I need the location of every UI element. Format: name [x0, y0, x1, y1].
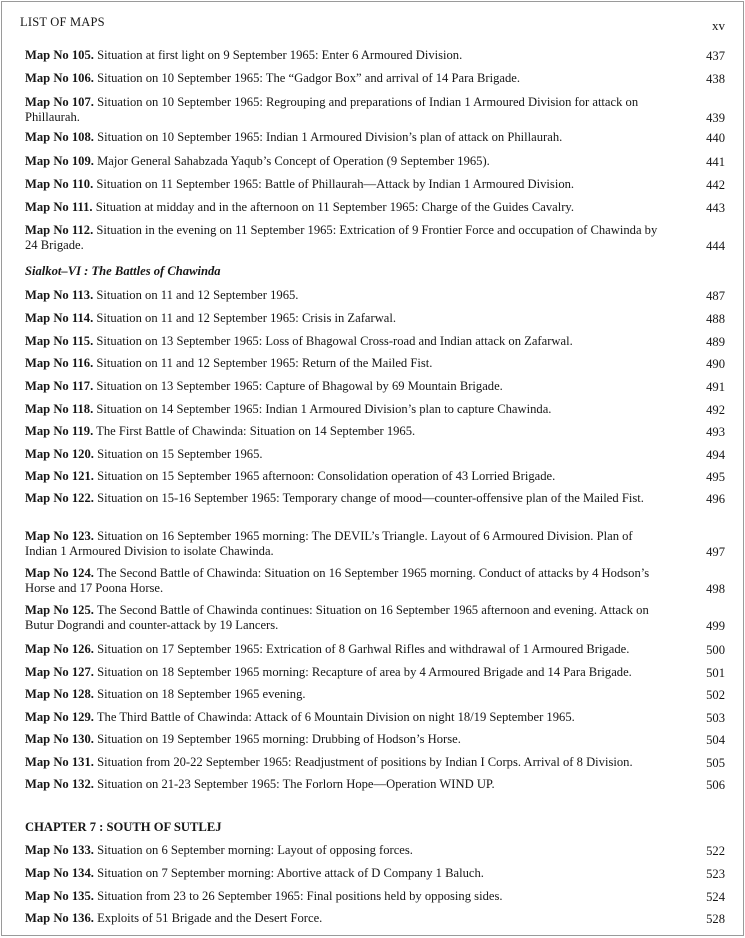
map-description: Situation in the evening on 11 September 1965: Extrication of 9 Frontier Force and occupation of Chawinda by 24 Brigade.: [25, 223, 658, 252]
map-entry-130: [25, 732, 725, 747]
map-label: Map No 111.: [25, 200, 93, 214]
map-description: Situation on 13 September 1965: Loss of Bhagowal Cross-road and Indian attack on Zafarwal.: [96, 334, 573, 348]
map-label: Map No 116.: [25, 356, 94, 370]
page-number: 506: [706, 778, 725, 792]
map-description: Situation on 15 September 1965.: [97, 447, 263, 461]
map-label: Map No 135.: [25, 889, 94, 903]
map-entry-112: [25, 223, 725, 252]
map-entry-106: [25, 71, 725, 86]
map-label: Map No 122.: [25, 491, 94, 505]
map-label: Map No 117.: [25, 379, 94, 393]
map-label: Map No 119.: [25, 424, 94, 438]
page-number: 500: [706, 643, 725, 657]
map-description: The First Battle of Chawinda: Situation on 14 September 1965.: [96, 424, 416, 438]
map-entry-113: [25, 288, 725, 303]
page-number: 522: [706, 844, 725, 858]
page-number: 498: [706, 581, 725, 596]
page-number: 494: [706, 448, 725, 462]
map-label: Map No 110.: [25, 177, 94, 191]
map-label: Map No 133.: [25, 843, 94, 857]
map-entry-129: [25, 710, 725, 725]
section-heading-sialkot: Sialkot–VI : The Battles of Chawinda: [25, 264, 221, 278]
map-entry-136: [25, 911, 725, 926]
map-label: Map No 131.: [25, 755, 94, 769]
page-number: 505: [706, 756, 725, 770]
map-description: Situation on 10 September 1965: Indian 1 Armoured Division’s plan of attack on Phillaurah.: [97, 130, 563, 144]
map-entry-118: [25, 402, 725, 417]
map-entry-107: [25, 95, 725, 124]
map-entry-127: [25, 665, 725, 680]
page-number: 528: [706, 912, 725, 926]
map-description: Situation on 11 and 12 September 1965: Crisis in Zafarwal.: [96, 311, 397, 325]
page-number: 502: [706, 688, 725, 702]
document-page: [1, 1, 744, 936]
map-label: Map No 134.: [25, 866, 94, 880]
page-number: 487: [706, 289, 725, 303]
map-entry-117: [25, 379, 725, 394]
page-number: 504: [706, 733, 725, 747]
page-number: 493: [706, 425, 725, 439]
map-entry-122: [25, 491, 725, 506]
map-entry-105: [25, 48, 725, 63]
roman-page-number: xv: [712, 18, 725, 33]
page-number: 495: [706, 470, 725, 484]
map-label: Map No 136.: [25, 911, 94, 925]
map-label: Map No 126.: [25, 642, 94, 656]
running-title: LIST OF MAPS: [20, 15, 105, 29]
map-description: Situation from 20-22 September 1965: Readjustment of positions by Indian I Corps. Arrival of 8 Division.: [97, 755, 633, 769]
map-description: Major General Sahabzada Yaqub’s Concept of Operation (9 September 1965).: [97, 154, 490, 168]
map-entry-119: [25, 424, 725, 439]
map-label: Map No 121.: [25, 469, 94, 483]
map-entry-120: [25, 447, 725, 462]
page-number: 437: [706, 49, 725, 63]
map-label: Map No 130.: [25, 732, 94, 746]
map-entry-108: [25, 130, 725, 145]
page-number: 442: [706, 178, 725, 192]
map-entry-126: [25, 642, 725, 657]
map-label: Map No 114.: [25, 311, 94, 325]
map-label: Map No 118.: [25, 402, 94, 416]
section-heading-chapter-7: CHAPTER 7 : SOUTH OF SUTLEJ: [25, 820, 222, 834]
map-label: Map No 113.: [25, 288, 94, 302]
map-description: Exploits of 51 Brigade and the Desert Force.: [97, 911, 323, 925]
page-number: 523: [706, 867, 725, 881]
map-description: Situation on 11 September 1965: Battle of Phillaurah—Attack by Indian 1 Armoured Division.: [96, 177, 575, 191]
map-description: The Second Battle of Chawinda continues: Situation on 16 September 1965 afternoon and evening. Attack on Butur Dograndi and counter-attack by 19 Lancers.: [25, 603, 649, 632]
map-description: Situation on 10 September 1965: The “Gadgor Box” and arrival of 14 Para Brigade.: [97, 71, 521, 85]
page-number: 488: [706, 312, 725, 326]
map-entry-133: [25, 843, 725, 858]
map-entry-115: [25, 334, 725, 349]
page-number: 496: [706, 492, 725, 506]
map-label: Map No 107.: [25, 95, 94, 109]
page-number: 441: [706, 155, 725, 169]
map-label: Map No 127.: [25, 665, 94, 679]
page-number: 492: [706, 403, 725, 417]
page-number: 491: [706, 380, 725, 394]
map-label: Map No 129.: [25, 710, 94, 724]
map-entry-123: [25, 529, 725, 558]
map-description: Situation from 23 to 26 September 1965: Final positions held by opposing sides.: [97, 889, 503, 903]
map-description: Situation on 19 September 1965 morning: Drubbing of Hodson’s Horse.: [97, 732, 461, 746]
map-description: Situation on 15-16 September 1965: Temporary change of mood—counter-offensive plan of the Mailed Fist.: [97, 491, 644, 505]
map-description: Situation at first light on 9 September 1965: Enter 6 Armoured Division.: [97, 48, 463, 62]
map-label: Map No 106.: [25, 71, 94, 85]
map-description: Situation on 13 September 1965: Capture of Bhagowal by 69 Mountain Brigade.: [96, 379, 503, 393]
page-number: 490: [706, 357, 725, 371]
map-entry-125: [25, 603, 725, 632]
map-entry-114: [25, 311, 725, 326]
map-entry-116: [25, 356, 725, 371]
page-number: 443: [706, 201, 725, 215]
map-label: Map No 108.: [25, 130, 94, 144]
map-label: Map No 112.: [25, 223, 94, 237]
page-number: 440: [706, 131, 725, 145]
map-description: Situation on 11 and 12 September 1965.: [96, 288, 299, 302]
page-number: 501: [706, 666, 725, 680]
map-entry-132: [25, 777, 725, 792]
page-number: 438: [706, 72, 725, 86]
map-label: Map No 105.: [25, 48, 94, 62]
map-description: Situation on 16 September 1965 morning: The DEVIL’s Triangle. Layout of 6 Armoured Division. Plan of Indian 1 Armoured Division to isolate Chawinda.: [25, 529, 633, 558]
page-number: 499: [706, 618, 725, 633]
map-label: Map No 132.: [25, 777, 94, 791]
map-description: Situation at midday and in the afternoon on 11 September 1965: Charge of the Guides Cavalry.: [95, 200, 575, 214]
map-description: The Third Battle of Chawinda: Attack of 6 Mountain Division on night 18/19 September 1965.: [96, 710, 575, 724]
map-entry-131: [25, 755, 725, 770]
map-entry-121: [25, 469, 725, 484]
page-header: [20, 15, 725, 35]
map-entry-134: [25, 866, 725, 881]
page-number: 503: [706, 711, 725, 725]
page-number: 524: [706, 890, 725, 904]
map-label: Map No 123.: [25, 529, 94, 543]
map-entry-128: [25, 687, 725, 702]
map-entry-135: [25, 889, 725, 904]
page-number: 489: [706, 335, 725, 349]
map-description: The Second Battle of Chawinda: Situation on 16 September 1965 morning. Conduct of attacks by 4 Hodson’s Horse and 17 Poona Horse.: [25, 566, 650, 595]
page-number: 497: [706, 544, 725, 559]
map-description: Situation on 11 and 12 September 1965: Return of the Mailed Fist.: [96, 356, 433, 370]
map-description: Situation on 15 September 1965 afternoon: Consolidation operation of 43 Lorried Brigade.: [97, 469, 556, 483]
map-entry-124: [25, 566, 725, 595]
map-label: Map No 125.: [25, 603, 94, 617]
map-label: Map No 109.: [25, 154, 94, 168]
map-description: Situation on 6 September morning: Layout of opposing forces.: [97, 843, 413, 857]
map-description: Situation on 17 September 1965: Extrication of 8 Garhwal Rifles and withdrawal of 1 Armoured Brigade.: [97, 642, 630, 656]
map-entry-111: [25, 200, 725, 215]
map-description: Situation on 18 September 1965 evening.: [97, 687, 306, 701]
map-entry-110: [25, 177, 725, 192]
map-label: Map No 115.: [25, 334, 94, 348]
map-label: Map No 120.: [25, 447, 94, 461]
map-description: Situation on 10 September 1965: Regrouping and preparations of Indian 1 Armoured Division for attack on Phillaurah.: [25, 95, 639, 124]
map-description: Situation on 7 September morning: Abortive attack of D Company 1 Baluch.: [97, 866, 484, 880]
map-description: Situation on 21-23 September 1965: The Forlorn Hope—Operation WIND UP.: [97, 777, 495, 791]
page-number: 444: [706, 238, 725, 253]
page-number: 439: [706, 110, 725, 125]
map-description: Situation on 14 September 1965: Indian 1 Armoured Division’s plan to capture Chawinda.: [96, 402, 552, 416]
map-description: Situation on 18 September 1965 morning: Recapture of area by 4 Armoured Brigade and 14 Para Brigade.: [97, 665, 632, 679]
map-label: Map No 124.: [25, 566, 94, 580]
map-entry-109: [25, 154, 725, 169]
map-label: Map No 128.: [25, 687, 94, 701]
